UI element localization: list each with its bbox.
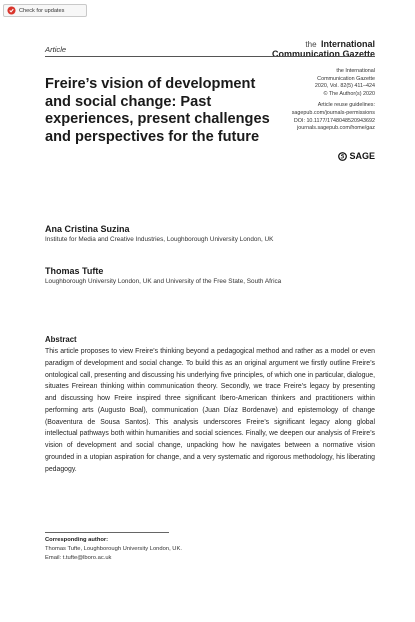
article-meta [255, 68, 375, 133]
abstract-body: This article proposes to view Freire’s thinking beyond a pedagogical method and rather as a model or even paradigm of development and social change. To build this as an original argument we firstly outline Freire’s ontological call, presenting and discussing his underlying five principles, of which one in particular, dialogue, situates Freirean thinking within communication theory. Secondly, we trace Freire’s legacy by presenting and discussing how Freire inspired three significant Ibero-American thinkers and practitioners within performing arts (Augusto Boal), communication (Juan Díaz Bordenave) and epistemology of change (Boaventura de Sousa Santos). This analysis underscores Freire’s significant legacy along global intellectual pathways both within humanities and social sciences. Finally, we deepen our analysis of Freire’s vision of development and social change, unpacking how he navigates between a normative vision grounded in a utopian aspiration for change, and a very systematic and rigorous methodology, his liberating pedagogy. [45, 348, 375, 473]
article-type-label: Article [45, 45, 67, 54]
meta-doi[interactable]: DOI: 10.1177/1748048520943692 [293, 117, 375, 124]
publisher-name: SAGE [349, 151, 375, 161]
article-title: Freire’s vision of development and social change: Past experiences, present challenges and perspectives for the future [45, 76, 270, 145]
check-for-updates-icon [7, 6, 16, 15]
meta-copyright: © The Author(s) 2020 [323, 90, 375, 97]
journal-name-line1: International [320, 39, 375, 49]
meta-reuse-heading: Article reuse guidelines: [317, 102, 375, 109]
header-rule [45, 56, 375, 57]
meta-journal-line1: the International [336, 68, 375, 74]
check-for-updates-badge[interactable] [3, 4, 87, 17]
author-affiliation: Loughborough University London, UK and University of the Free State, South Africa [45, 278, 282, 285]
journal-name-line2: Communication Gazette [271, 48, 375, 59]
corresponding-author-heading: Corresponding author: [45, 537, 109, 543]
footnote-rule [45, 532, 169, 533]
meta-volume: 2020, Vol. 82(5) 411–424 [314, 83, 375, 90]
corresponding-author-email[interactable]: Email: t.tufte@lboro.ac.uk [45, 555, 112, 561]
author-affiliation: Institute for Media and Creative Industries, Loughborough University London, UK [45, 236, 274, 243]
meta-permissions-link[interactable]: sagepub.com/journals-permissions [291, 109, 375, 116]
author-name: Thomas Tufte [45, 266, 104, 276]
journal-name-prefix: the [305, 40, 317, 49]
author-name: Ana Cristina Suzina [45, 224, 130, 234]
abstract-heading: Abstract [45, 335, 77, 344]
meta-journal-link[interactable]: journals.sagepub.com/home/gaz [297, 125, 375, 132]
sage-logo-icon [338, 152, 347, 161]
publisher-logo [338, 151, 375, 161]
corresponding-author-details: Thomas Tufte, Loughborough University London, UK. [45, 546, 182, 552]
check-for-updates-label: Check for updates [19, 7, 65, 14]
meta-journal-line2: Communication Gazette [317, 75, 375, 82]
